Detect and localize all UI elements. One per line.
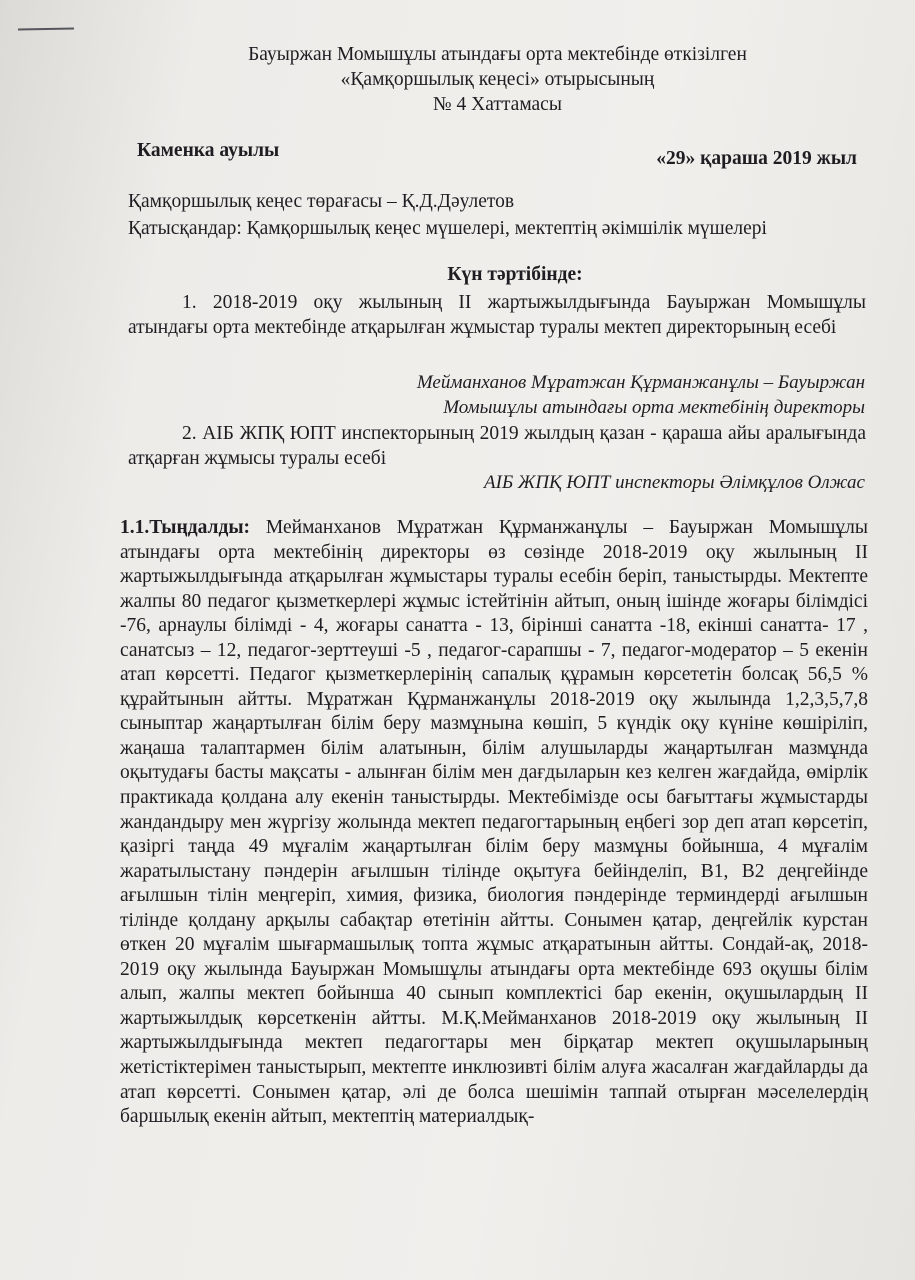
section-text: Мейманханов Мұратжан Құрманжанұлы – Бауыржан Момышұлы атындағы орта мектебінің директоры өз сөзінде 2018-2019 оқу жылының ІІ жартыжылдығында атқарылған жұмыстары туралы есебін беріп, таныстырды. Мектепте жалпы 80 педагог қызметкерлері жұмыс істейтінін айтып, оның ішінде жоғары білімдісі -76, арнаулы білімді - 4, жоғары санатта - 13, бірінші санатта -18, екінші санатта- 17 , санатсыз – 12, педагог-зерттеуші -5 , педагог-сарапшы - 7, педагог-модератор – 5 екенін атап көрсетті. Педагог қызметкерлерінің сапалық құрамын көрсететін болсақ 56,5 % құрайтынын айтты. Мұратжан Құрманжанұлы 2018-2019 оқу жылында 1,2,3,5,7,8 сыныптар жаңартылған білім беру мазмұнына көшіп, 5 күндік оқу күніне көшіріліп, жаңаша талаптармен білім алатынын, білім алушыларды жаңартылған мазмұнда оқытудағы басты мақсаты - алынған білім мен дағдыларын кез келген жағдайда, өмірлік практикада қолдана алу екенін таныстырды. Мектебімізде осы бағыттағы жұмыстарды жандандыру мен жүргізу жолында мектеп педагогтарының еңбегі зор деп атап көрсетіп, қазіргі таңда 49 мұғалім жаңартылған білім беру мазмұны бойынша, 4 мұғалім жаратылыстану пәндерін ағылшын тілінде оқытуға бейінделіп, В1, В2 деңгейінде ағылшын тілін меңгеріп, химия, физика, биология пәндерінде терминдерді ағылшын тілінде қолдану арқылы сабақтар өтетінін айтты. Сонымен қатар, деңгейлік курстан өткен 20 мұғалім шығармашылық топта жұмыс атқаратынын айтты. Сондай-ақ, 2018-2019 оқу жылында Бауыржан Момышұлы атындағы орта мектебінде 693 оқушы білім алып, жалпы мектеп бойынша 40 сынып комплектісі бар екенін, оқушылардың ІІ жартыжылдық көрсеткенін айтты. М.Қ.Мейманханов 2018-2019 оқу жылының ІІ жартыжылдығында мектеп педагогтары мен бірқатар мектеп оқушыларының жетістіктерімен таныстырып, мектепте инклюзивті білім алуға жасалған жағдайларды да атап көрсетті. Сонымен қатар, әлі де болса шешімін таппай отырған мәселелердің баршылық екенін айтып, мектептің материалдық- (120, 517, 869, 1128)
meeting-date: «29» қараша 2019 жыл (656, 148, 857, 169)
pen-mark (18, 28, 74, 31)
meeting-info (128, 188, 767, 242)
agenda-item-2-speaker: АІБ ЖПҚ ЮПТ инспекторы Әлімқұлов Олжас (484, 472, 865, 493)
header-line-3: № 4 Хаттамасы (433, 94, 562, 115)
agenda-title: Күн тәртібінде: (447, 264, 583, 285)
header-line-2: «Қамқоршылық кеңесі» отырысының (340, 69, 655, 90)
section-label: 1.1.Тыңдалды: (120, 517, 251, 538)
place-name: Каменка ауылы (137, 140, 280, 161)
agenda-item-1-speaker-line-1: Мейманханов Мұратжан Құрманжанұлы – Бауыржан (416, 372, 865, 393)
attendees-line: Қатысқандар: Қамқоршылық кеңес мүшелері, мектептің әкімшілік мүшелері (128, 218, 767, 239)
agenda-item-2: 2. АІБ ЖПҚ ЮПТ инспекторының 2019 жылдың қазан - қараша айы аралығында атқарған жұмысы туралы есебі (128, 423, 866, 469)
heard-section (120, 516, 868, 1130)
header-line-1: Бауыржан Момышұлы атындағы орта мектебінде өткізілген (248, 44, 747, 65)
agenda-item-1: 1. 2018-2019 оқу жылының ІІ жартыжылдығында Бауыржан Момышұлы атындағы орта мектебінде атқарылған жұмыстар туралы мектеп директорының есебі (128, 292, 866, 338)
document-header (120, 42, 875, 117)
chairman-line: Қамқоршылық кеңес төрағасы – Қ.Д.Дәулетов (128, 191, 515, 212)
agenda-item-1-speaker-line-2: Момышұлы атындағы орта мектебінің директоры (443, 397, 865, 418)
